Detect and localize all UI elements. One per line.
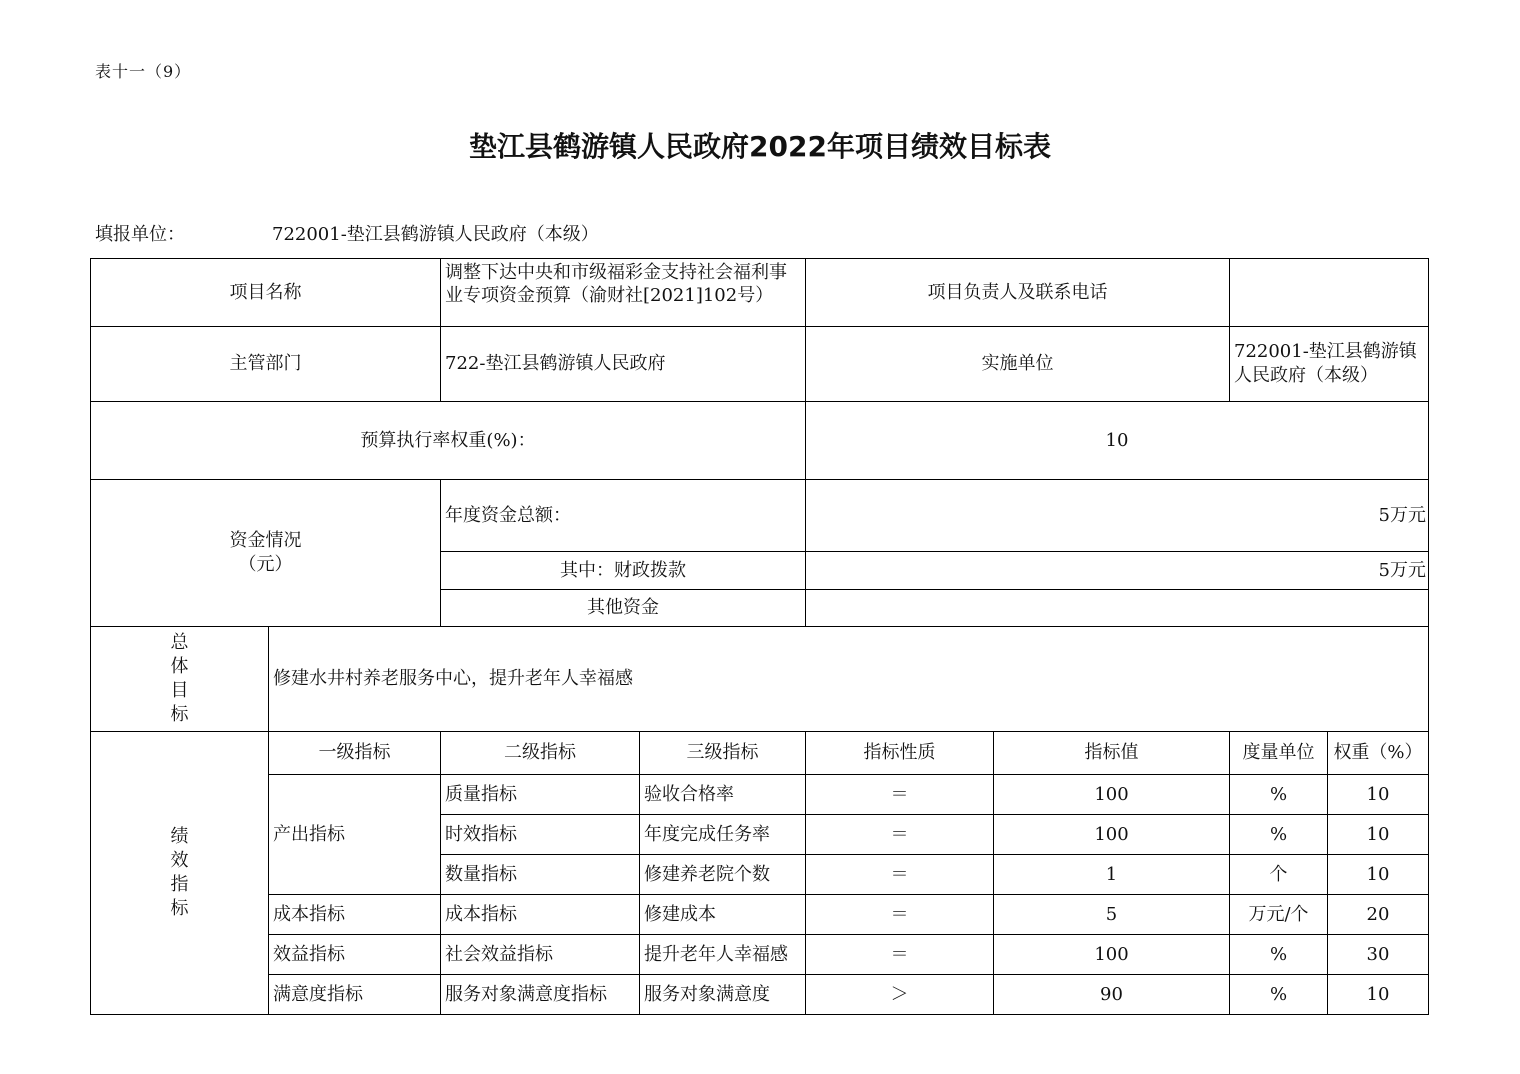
indicators-label-char: 指 <box>170 874 189 895</box>
header-level2: 二级指标 <box>441 732 640 775</box>
funds-other-value <box>806 590 1429 627</box>
project-name-label: 项目名称 <box>91 259 441 327</box>
value-cell: 90 <box>994 975 1230 1015</box>
funds-label <box>91 480 441 627</box>
level3-cell: 修建养老院个数 <box>640 855 806 895</box>
contact-label: 项目负责人及联系电话 <box>806 259 1230 327</box>
budget-weight-value: 10 <box>806 402 1429 480</box>
nature-cell: ＞ <box>806 975 994 1015</box>
indicators-label <box>91 732 269 1015</box>
level2-cell: 社会效益指标 <box>441 935 640 975</box>
table-row <box>91 975 1429 1015</box>
level2-cell: 数量指标 <box>441 855 640 895</box>
unit-cell: % <box>1230 935 1328 975</box>
level2-cell: 时效指标 <box>441 815 640 855</box>
funds-total-value: 5万元 <box>806 480 1429 552</box>
level1-cell: 成本指标 <box>269 895 441 935</box>
header-level3: 三级指标 <box>640 732 806 775</box>
level1-cell: 产出指标 <box>269 775 441 895</box>
level2-cell: 服务对象满意度指标 <box>441 975 640 1015</box>
table-row <box>91 775 1429 815</box>
level3-cell: 修建成本 <box>640 895 806 935</box>
header-value: 指标值 <box>994 732 1230 775</box>
table-row <box>91 895 1429 935</box>
goal-label-char: 目 <box>170 680 189 701</box>
unit-value: 722001-垫江县鹤游镇人民政府（本级） <box>272 224 599 245</box>
funds-other-label: 其他资金 <box>441 590 806 627</box>
level2-cell: 成本指标 <box>441 895 640 935</box>
level3-cell: 服务对象满意度 <box>640 975 806 1015</box>
project-name-value <box>441 259 806 327</box>
goal-label-char: 体 <box>170 656 189 677</box>
level3-cell: 提升老年人幸福感 <box>640 935 806 975</box>
header-nature: 指标性质 <box>806 732 994 775</box>
value-cell: 1 <box>994 855 1230 895</box>
impl-label: 实施单位 <box>806 327 1230 402</box>
funds-fiscal-label: 其中：财政拨款 <box>441 552 806 590</box>
budget-weight-label: 预算执行率权重(%)： <box>91 402 806 480</box>
weight-cell: 10 <box>1328 855 1429 895</box>
nature-cell: ＝ <box>806 775 994 815</box>
level3-cell: 年度完成任务率 <box>640 815 806 855</box>
weight-cell: 30 <box>1328 935 1429 975</box>
unit-cell: 万元/个 <box>1230 895 1328 935</box>
indicators-label-char: 绩 <box>170 826 189 847</box>
funds-label-unit: （元） <box>238 554 293 575</box>
value-cell: 100 <box>994 935 1230 975</box>
value-cell: 100 <box>994 815 1230 855</box>
header-level1: 一级指标 <box>269 732 441 775</box>
nature-cell: ＝ <box>806 895 994 935</box>
impl-value: 722001-垫江县鹤游镇人民政府（本级） <box>1230 327 1429 402</box>
unit-cell: % <box>1230 775 1328 815</box>
table-row <box>91 935 1429 975</box>
level2-cell: 质量指标 <box>441 775 640 815</box>
weight-cell: 20 <box>1328 895 1429 935</box>
header-unit: 度量单位 <box>1230 732 1328 775</box>
project-name-text: 调整下达中央和市级福彩金支持社会福利事业专项资金预算（渝财社[2021]102号） <box>445 261 787 306</box>
level1-cell: 效益指标 <box>269 935 441 975</box>
indicators-label-char: 效 <box>170 850 189 871</box>
funds-total-label: 年度资金总额： <box>441 480 806 552</box>
contact-value <box>1230 259 1429 327</box>
unit-cell: % <box>1230 815 1328 855</box>
weight-cell: 10 <box>1328 975 1429 1015</box>
value-cell: 100 <box>994 775 1230 815</box>
unit-cell: 个 <box>1230 855 1328 895</box>
indicators-label-char: 标 <box>170 898 189 919</box>
funds-label-text: 资金情况 <box>229 530 302 551</box>
nature-cell: ＝ <box>806 855 994 895</box>
value-cell: 5 <box>994 895 1230 935</box>
unit-label: 填报单位： <box>95 224 185 245</box>
dept-value: 722-垫江县鹤游镇人民政府 <box>441 327 806 402</box>
weight-cell: 10 <box>1328 775 1429 815</box>
goal-text: 修建水井村养老服务中心，提升老年人幸福感 <box>269 627 1429 732</box>
table-number: 表十一（9） <box>95 62 192 81</box>
page-title: 垫江县鹤游镇人民政府2022年项目绩效目标表 <box>469 130 1051 163</box>
header-weight: 权重（%） <box>1328 732 1429 775</box>
goal-label <box>91 627 269 732</box>
nature-cell: ＝ <box>806 815 994 855</box>
level3-cell: 验收合格率 <box>640 775 806 815</box>
unit-cell: % <box>1230 975 1328 1015</box>
performance-table <box>90 258 1429 1015</box>
dept-label: 主管部门 <box>91 327 441 402</box>
level1-cell: 满意度指标 <box>269 975 441 1015</box>
nature-cell: ＝ <box>806 935 994 975</box>
goal-label-char: 总 <box>170 632 189 653</box>
weight-cell: 10 <box>1328 815 1429 855</box>
goal-label-char: 标 <box>170 704 189 725</box>
funds-fiscal-value: 5万元 <box>806 552 1429 590</box>
